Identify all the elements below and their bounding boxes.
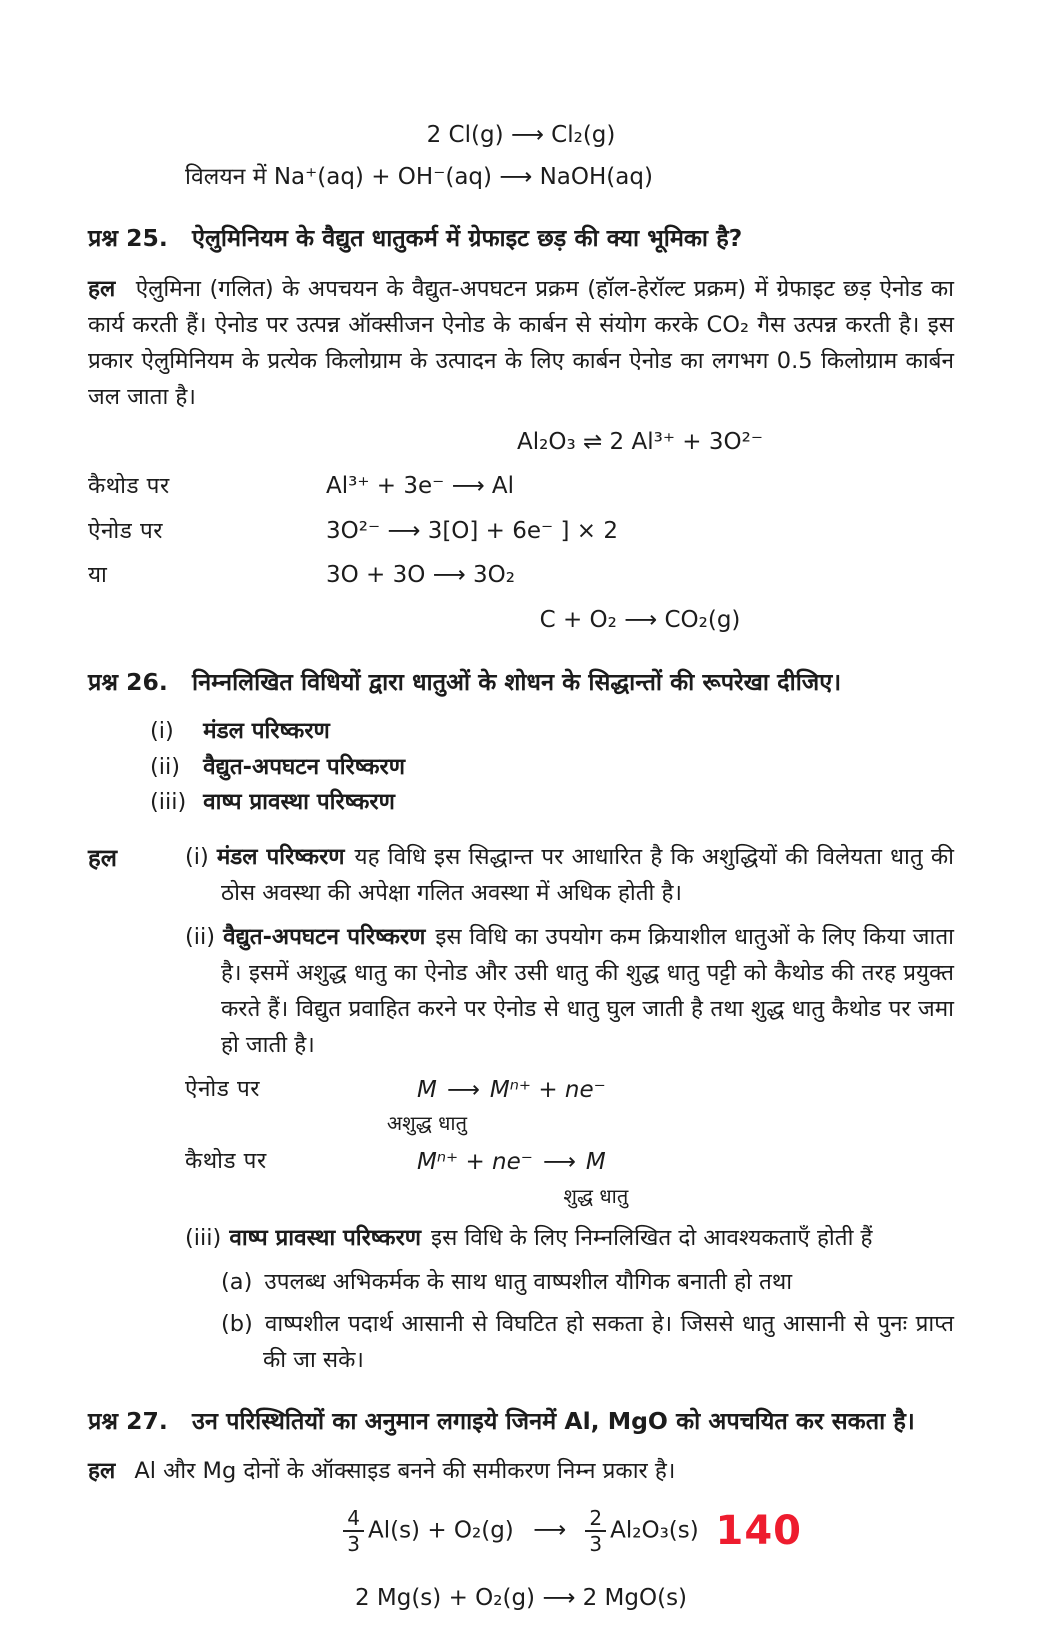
equation-text: Al₂O₃(s) bbox=[610, 1517, 699, 1544]
question-27-heading bbox=[88, 1404, 954, 1439]
page-number: 140 bbox=[715, 1508, 802, 1554]
solution-part-ii bbox=[185, 919, 954, 1063]
part-number: (ii) bbox=[185, 923, 216, 950]
part-title: वैद्युत-अपघटन परिष्करण bbox=[223, 923, 426, 950]
part-number: (iii) bbox=[185, 1224, 222, 1251]
q25-equation-cathode bbox=[88, 469, 954, 505]
question-number: प्रश्न 27. bbox=[88, 1406, 168, 1435]
page-footer bbox=[0, 1508, 1040, 1554]
equation-label: ऐनोड पर bbox=[88, 517, 163, 544]
list-item-number: (ii) bbox=[150, 753, 181, 780]
question-25-heading bbox=[88, 221, 954, 256]
q26-cathode-equation bbox=[185, 1145, 954, 1208]
impure-metal-caption: अशुद्ध धातु bbox=[386, 1111, 467, 1136]
cathode-reactants: Mⁿ⁺ + ne⁻ bbox=[417, 1149, 533, 1176]
equation-text: 3O²⁻ ⟶ 3[O] + 6e⁻ ] × 2 bbox=[326, 517, 619, 544]
equation-label bbox=[88, 603, 326, 639]
question-27-solution bbox=[88, 1453, 954, 1489]
q26-anode-equation bbox=[185, 1073, 954, 1136]
list-item bbox=[88, 750, 954, 786]
reaction-arrow: ⟶ bbox=[446, 1076, 480, 1103]
list-item-number: (i) bbox=[150, 717, 174, 744]
equation-text: Al(s) + O₂(g) bbox=[367, 1517, 514, 1544]
solution-text: Al और Mg दोनों के ऑक्साइड बनने की समीकरण निम्न प्रकार है। bbox=[134, 1457, 676, 1484]
solution-text: ऐलुमिना (गलित) के अपचयन के वैद्युत-अपघटन प्रक्रम (हॉल-हेरॉल्ट प्रक्रम) में ग्रेफाइट छड़ ऐनोड का कार्य करती हैं। ऐनोड पर उत्पन्न ऑक्सीजन ऐनोड के कार्बन से संयोग करके CO₂ गैस उत्पन्न करती है। इस प्रकार ऐलुमिनियम के प्रत्येक किलोग्राम के उत्पादन के लिए कार्बन ऐनोड का लगभग 0.5 किलोग्राम कार्बन जल जाता है। bbox=[88, 275, 954, 410]
sub-item-text: वाष्पशील पदार्थ आसानी से विघटित हो सकता हे। जिससे धातु आसानी से पुनः प्राप्त की जा सके। bbox=[263, 1310, 954, 1373]
sub-item-a bbox=[185, 1264, 954, 1300]
equation-text: 3O + 3O ⟶ 3O₂ bbox=[326, 562, 515, 589]
equation-text: Al³⁺ + 3e⁻ ⟶ Al bbox=[326, 473, 515, 500]
q25-equation-anode bbox=[88, 514, 954, 550]
list-item bbox=[88, 714, 954, 750]
equation-label: कैथोड पर bbox=[185, 1148, 267, 1175]
q25-equation-oxygen bbox=[88, 558, 954, 594]
equation-label: कैथोड पर bbox=[88, 473, 170, 500]
part-text: यह विधि इस सिद्धान्त पर आधारित है कि अशुद्धियों की विलेयता धातु की ठोस अवस्था की अपेक्षा गलित अवस्था में अधिक होती है। bbox=[221, 843, 955, 906]
list-item-text: मंडल परिष्करण bbox=[203, 717, 330, 744]
question-number: प्रश्न 25. bbox=[88, 224, 168, 253]
equation-label: ऐनोड पर bbox=[185, 1075, 260, 1102]
fraction-denominator: 3 bbox=[347, 1531, 360, 1556]
question-number: प्रश्न 26. bbox=[88, 667, 168, 696]
equation-text bbox=[417, 1145, 629, 1208]
list-item-number: (iii) bbox=[150, 789, 187, 816]
list-item-text: वाष्प प्रावस्था परिष्करण bbox=[203, 789, 395, 816]
part-text: इस विधि के लिए निम्नलिखित दो आवश्यकताएँ होती हैं bbox=[431, 1224, 873, 1251]
equation-text: Al₂O₃ ⇌ 2 Al³⁺ + 3O²⁻ bbox=[517, 428, 763, 455]
solution-label: हल bbox=[88, 1457, 116, 1484]
question-text: ऐलुमिनियम के वैद्युत धातुकर्म में ग्रेफाइट छड़ की क्या भूमिका है? bbox=[192, 224, 743, 253]
sub-item-number: (a) bbox=[221, 1268, 253, 1295]
solution-label: हल bbox=[88, 843, 118, 872]
fraction-numerator: 4 bbox=[343, 1507, 364, 1532]
question-26-list bbox=[88, 714, 954, 821]
equation-text: C + O₂ ⟶ CO₂(g) bbox=[539, 607, 741, 634]
question-text: निम्नलिखित विधियों द्वारा धातुओं के शोधन के सिद्धान्तों की रूपरेखा दीजिए। bbox=[192, 667, 842, 696]
part-number: (i) bbox=[185, 843, 209, 870]
list-item bbox=[88, 785, 954, 821]
equation-chlorine bbox=[88, 118, 954, 154]
part-title: वाष्प प्रावस्था परिष्करण bbox=[229, 1224, 422, 1251]
pure-metal-caption: शुद्ध धातु bbox=[563, 1183, 629, 1208]
equation-naoh bbox=[88, 160, 954, 196]
anode-products: Mⁿ⁺ + ne⁻ bbox=[489, 1076, 606, 1103]
equation-text: Na⁺(aq) + OH⁻(aq) ⟶ NaOH(aq) bbox=[273, 163, 653, 190]
q27-equation-magnesium-oxide bbox=[88, 1581, 954, 1617]
equation-text bbox=[386, 1073, 606, 1136]
question-25-solution bbox=[88, 271, 954, 415]
equation-label: विलयन में bbox=[185, 163, 267, 190]
equation-text: 2 Mg(s) + O₂(g) ⟶ 2 MgO(s) bbox=[354, 1584, 688, 1611]
question-text: उन परिस्थितियों का अनुमान लगाइये जिनमें Al, MgO को अपचयित कर सकता है। bbox=[192, 1406, 915, 1435]
solution-part-iii bbox=[185, 1220, 954, 1256]
solution-label: हल bbox=[88, 275, 116, 302]
part-text: इस विधि का उपयोग कम क्रियाशील धातुओं के लिए किया जाता है। इसमें अशुद्ध धातु का ऐनोड और उसी धातु की शुद्ध धातु पट्टी को कैथोड की तरह प्रयुक्त करते हैं। विद्युत प्रवाहित करने पर ऐनोड से धातु घुल जाती है तथा शुद्ध धातु कैथोड पर जमा हो जाती है। bbox=[221, 923, 954, 1058]
list-item-text: वैद्युत-अपघटन परिष्करण bbox=[203, 753, 405, 780]
reaction-arrow: ⟶ bbox=[542, 1149, 576, 1176]
fraction-numerator: 2 bbox=[585, 1507, 606, 1532]
q25-equation-co2 bbox=[88, 603, 954, 639]
equation-label bbox=[88, 425, 326, 461]
sub-item-number: (b) bbox=[221, 1310, 253, 1337]
solution-part-i bbox=[185, 839, 954, 911]
question-26-solution bbox=[88, 839, 954, 1378]
reaction-arrow: ⟶ bbox=[533, 1517, 567, 1544]
part-title: मंडल परिष्करण bbox=[216, 843, 345, 870]
impure-metal-symbol: M bbox=[417, 1076, 437, 1103]
equation-text: 2 Cl(g) ⟶ Cl₂(g) bbox=[426, 122, 616, 148]
fraction-denominator: 3 bbox=[589, 1531, 603, 1556]
sub-item-text: उपलब्ध अभिकर्मक के साथ धातु वाष्पशील यौगिक बनाती हो तथा bbox=[264, 1268, 793, 1295]
sub-item-b bbox=[185, 1306, 954, 1378]
question-26-heading bbox=[88, 665, 954, 700]
equation-label: या bbox=[88, 562, 108, 589]
pure-metal-symbol: M bbox=[585, 1149, 606, 1176]
q25-equation-equilibrium bbox=[88, 425, 954, 461]
